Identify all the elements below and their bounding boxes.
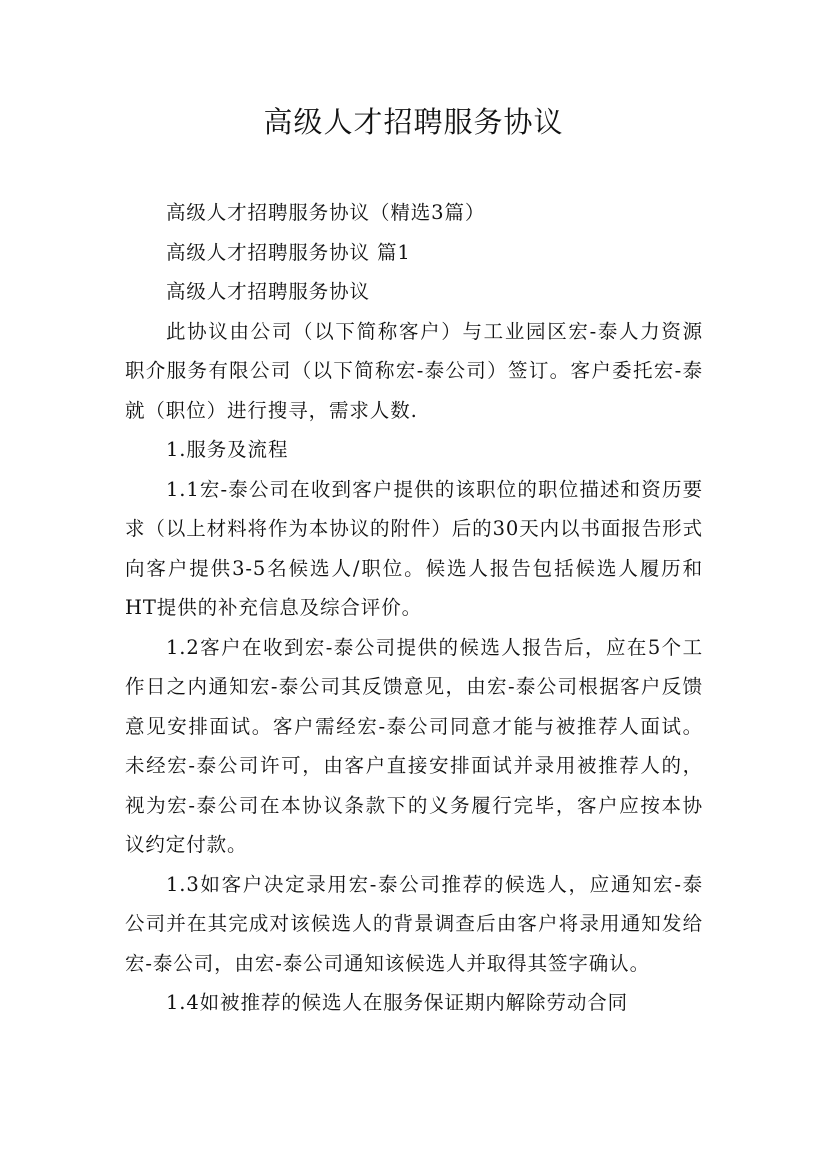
clause-1-2: 1.2客户在收到宏-泰公司提供的候选人报告后，应在5个工作日之内通知宏-泰公司其反馈意见，由宏-泰公司根据客户反馈意见安排面试。客户需经宏-泰公司同意才能与被推荐人面试。未经宏-泰公司许可，由客户直接安排面试并录用被推荐人的，视为宏-泰公司在本协议条款下的义务履行完毕，客户应按本协议约定付款。: [125, 635, 703, 856]
section-heading: 高级人才招聘服务协议 篇1: [165, 240, 411, 264]
clause-1-3: 1.3如客户决定录用宏-泰公司推荐的候选人，应通知宏-泰公司并在其完成对该候选人的背景调查后由客户将录用通知发给宏-泰公司，由宏-泰公司通知该候选人并取得其签字确认。: [125, 872, 703, 975]
intro-paragraph: 此协议由公司（以下简称客户）与工业园区宏-泰人力资源职介服务有限公司（以下简称宏-泰公司）签订。客户委托宏-泰就（职位）进行搜寻，需求人数.: [125, 319, 703, 422]
clause-heading: 1.服务及流程: [165, 438, 289, 461]
document-body: [125, 193, 703, 1023]
clause-1-1: 1.1宏-泰公司在收到客户提供的该职位的职位描述和资历要求（以上材料将作为本协议的附件）后的30天内以书面报告形式向客户提供3-5名候选人/职位。候选人报告包括候选人履历和HT提供的补充信息及综合评价。: [125, 477, 703, 619]
agreement-heading: 高级人才招聘服务协议: [165, 280, 370, 303]
document-title: 高级人才招聘服务协议: [263, 105, 564, 139]
subtitle-paragraph: 高级人才招聘服务协议（精选3篇）: [165, 201, 486, 224]
clause-1-4: 1.4如被推荐的候选人在服务保证期内解除劳动合同: [165, 991, 629, 1014]
